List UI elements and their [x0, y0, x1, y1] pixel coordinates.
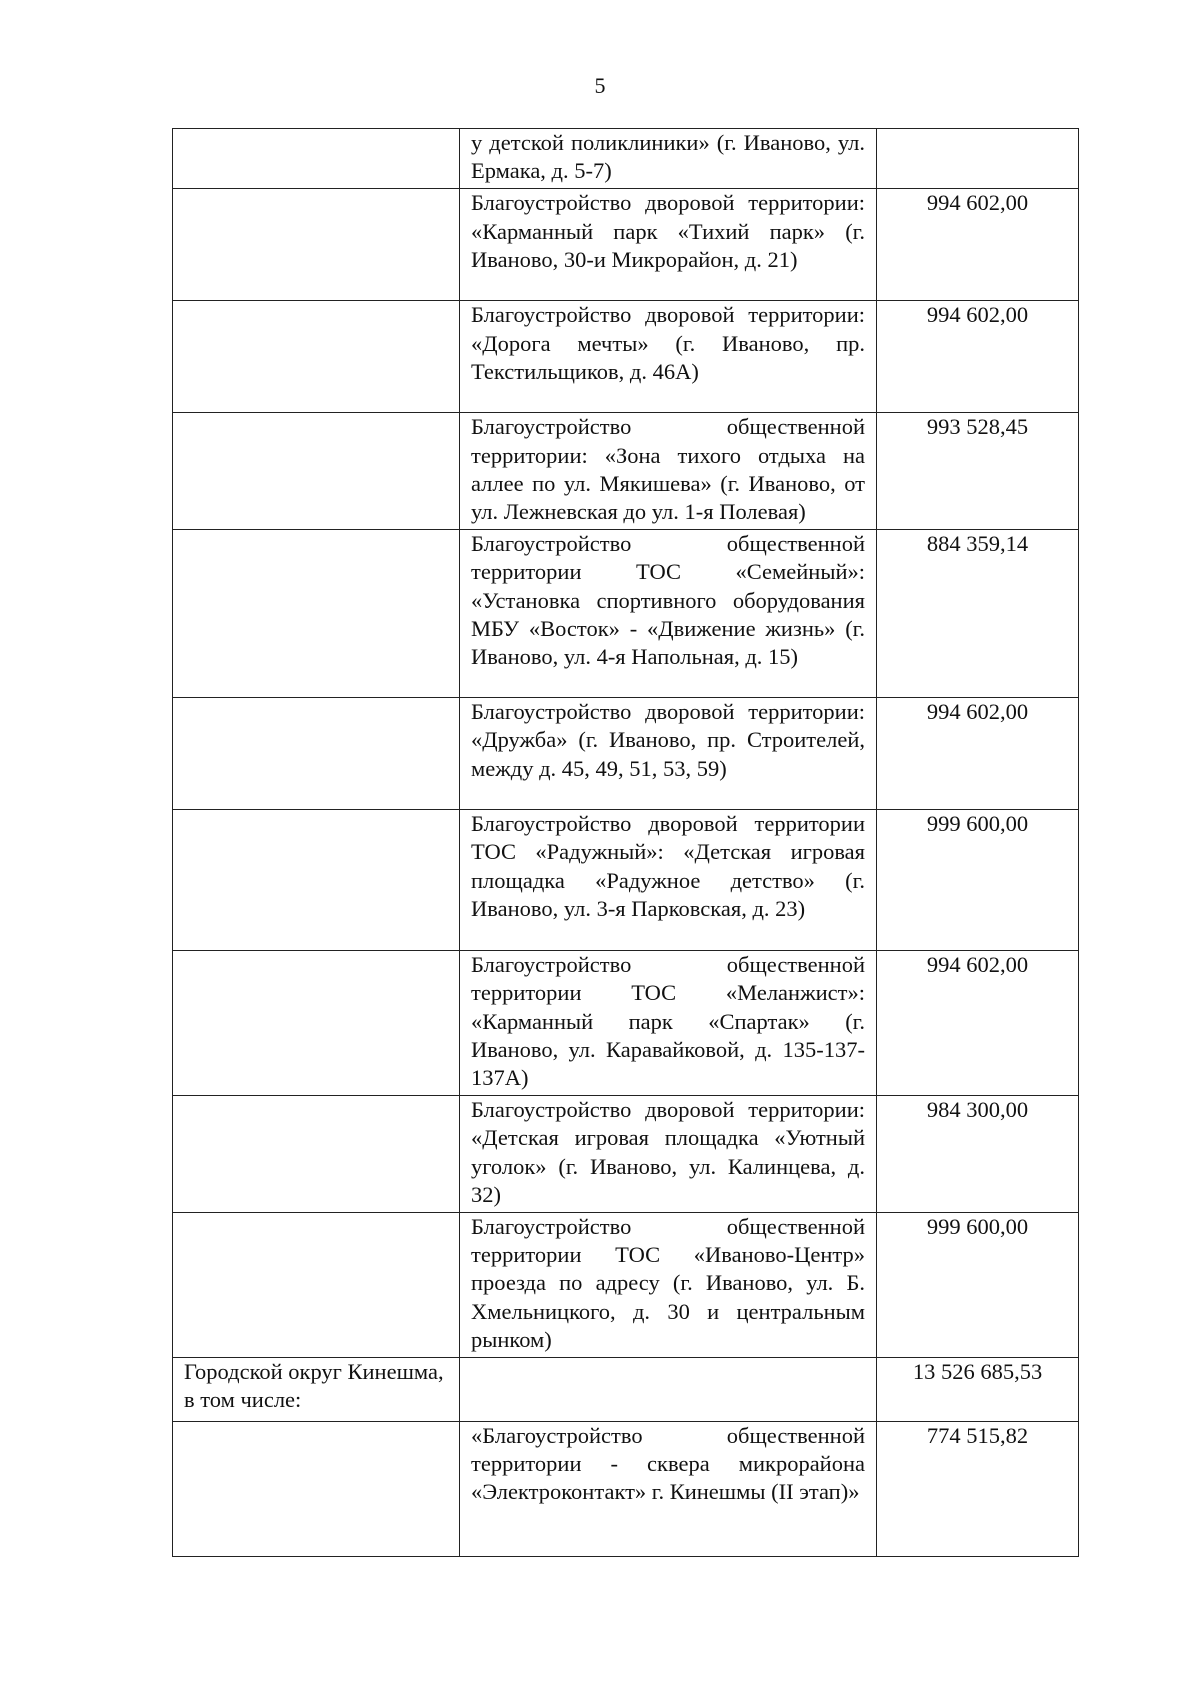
municipality-cell	[173, 810, 460, 951]
project-text: Благоустройство дворовой территории: «Дружба» (г. Иваново, пр. Строителей, между д. 45, 49, 51, 53, 59)	[471, 699, 865, 781]
project-cell	[460, 698, 877, 810]
amount-cell	[877, 413, 1079, 530]
municipality-cell	[173, 189, 460, 301]
table-row	[173, 1096, 1079, 1213]
amount-cell	[877, 1213, 1079, 1358]
amount-text: 999 600,00	[926, 1214, 1029, 1240]
municipality-text	[173, 951, 459, 954]
project-text	[460, 1358, 876, 1361]
municipality-cell	[173, 1096, 460, 1213]
project-text: Благоустройство дворовой территории: «Карманный парк «Тихий парк» (г. Иваново, 30-и Микрорайон, д. 21)	[471, 190, 865, 272]
amount-cell	[877, 189, 1079, 301]
municipality-cell	[173, 413, 460, 530]
amount-cell	[877, 1422, 1079, 1557]
municipality-text	[173, 129, 459, 132]
amount-text	[877, 129, 1078, 132]
municipality-text	[173, 413, 459, 416]
project-cell	[460, 129, 877, 189]
amount-text: 13 526 685,53	[912, 1359, 1043, 1385]
table-row	[173, 189, 1079, 301]
project-cell	[460, 530, 877, 698]
amount-text: 994 602,00	[926, 190, 1029, 216]
project-text: Благоустройство дворовой территории: «Дорога мечты» (г. Иваново, пр. Текстильщиков, д. 46А)	[471, 302, 865, 384]
project-cell	[460, 1422, 877, 1557]
project-text: Благоустройство общественной территории ТОС «Семейный»: «Установка спортивного оборудования МБУ «Восток» - «Движение жизнь» (г. Иваново, ул. 4-я Напольная, д. 15)	[471, 531, 865, 670]
amount-cell	[877, 1358, 1079, 1422]
municipality-text	[173, 1096, 459, 1099]
project-text: Благоустройство дворовой территории ТОС «Радужный»: «Детская игровая площадка «Радужное детство» (г. Иваново, ул. 3-я Парковская, д. 23)	[471, 811, 865, 921]
municipality-cell	[173, 1213, 460, 1358]
amount-cell	[877, 301, 1079, 413]
municipality-cell	[173, 1422, 460, 1557]
amount-cell	[877, 1096, 1079, 1213]
municipality-text	[173, 530, 459, 533]
table-row	[173, 413, 1079, 530]
municipality-text	[173, 1213, 459, 1216]
amount-cell	[877, 129, 1079, 189]
municipality-cell	[173, 129, 460, 189]
project-cell	[460, 1213, 877, 1358]
project-cell	[460, 413, 877, 530]
project-text: «Благоустройство общественной территории - сквера микрорайона «Электроконтакт» г. Кинешмы (II этап)»	[471, 1423, 865, 1505]
table-row	[173, 1358, 1079, 1422]
project-cell	[460, 301, 877, 413]
amount-cell	[877, 810, 1079, 951]
project-text: у детской поликлиники» (г. Иваново, ул. Ермака, д. 5-7)	[471, 130, 865, 184]
project-text: Благоустройство общественной территории ТОС «Меланжист»: «Карманный парк «Спартак» (г. Иваново, ул. Каравайковой, д. 135-137-137А)	[471, 952, 865, 1091]
table-row	[173, 1422, 1079, 1557]
municipality-text	[173, 1422, 459, 1425]
municipality-text: Городской округ Кинешма, в том числе:	[184, 1359, 444, 1413]
amount-cell	[877, 951, 1079, 1096]
table-row	[173, 698, 1079, 810]
municipality-cell	[173, 698, 460, 810]
municipality-cell	[173, 951, 460, 1096]
table-row	[173, 301, 1079, 413]
project-cell	[460, 1358, 877, 1422]
table-row	[173, 810, 1079, 951]
table-row	[173, 951, 1079, 1096]
amount-text: 774 515,82	[926, 1423, 1029, 1449]
amount-text: 984 300,00	[926, 1097, 1029, 1123]
project-text: Благоустройство общественной территории ТОС «Иваново-Центр» проезда по адресу (г. Иваново, ул. Б. Хмельницкого, д. 30 и центральным рынком)	[471, 1214, 865, 1352]
municipality-cell	[173, 530, 460, 698]
project-text: Благоустройство общественной территории: «Зона тихого отдыха на аллее по ул. Мякишева» (г. Иваново, от ул. Лежневская до ул. 1-я Полевая)	[471, 414, 865, 525]
table-row	[173, 1213, 1079, 1358]
project-cell	[460, 189, 877, 301]
municipality-text	[173, 810, 459, 813]
project-cell	[460, 810, 877, 951]
project-text: Благоустройство дворовой территории: «Детская игровая площадка «Уютный уголок» (г. Иваново, ул. Калинцева, д. 32)	[471, 1097, 865, 1207]
municipality-text	[173, 698, 459, 701]
amount-text: 994 602,00	[926, 302, 1029, 328]
project-cell	[460, 951, 877, 1096]
amount-text: 993 528,45	[926, 414, 1029, 440]
amount-text: 994 602,00	[926, 952, 1029, 978]
amount-cell	[877, 530, 1079, 698]
amount-text: 999 600,00	[926, 811, 1029, 837]
budget-table	[172, 128, 1079, 1557]
amount-cell	[877, 698, 1079, 810]
project-cell	[460, 1096, 877, 1213]
page-number: 5	[594, 73, 606, 98]
municipality-text	[173, 189, 459, 192]
municipality-text	[173, 301, 459, 304]
municipality-cell	[173, 1358, 460, 1422]
table-row	[173, 530, 1079, 698]
municipality-cell	[173, 301, 460, 413]
amount-text: 884 359,14	[926, 531, 1029, 557]
amount-text: 994 602,00	[926, 699, 1029, 725]
table-row	[173, 129, 1079, 189]
